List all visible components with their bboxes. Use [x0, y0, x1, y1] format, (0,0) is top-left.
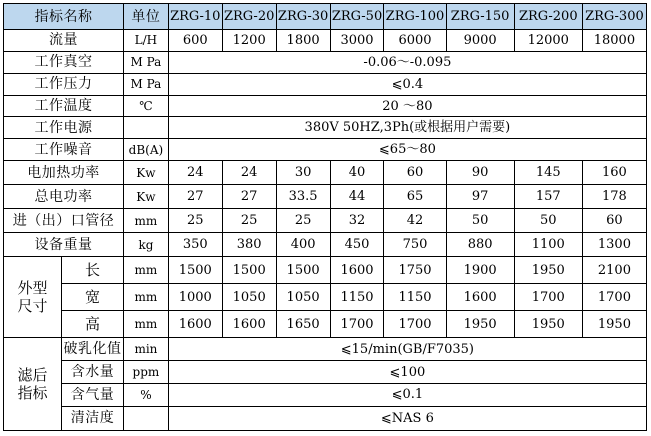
merged-value: ⩽NAS 6 — [168, 406, 646, 430]
cell-value: 1600 — [330, 257, 384, 284]
cell-value: 25 — [276, 209, 330, 233]
row-label: 设备重量 — [4, 233, 124, 257]
cell-value: 1900 — [446, 257, 514, 284]
cell-value: 1650 — [276, 311, 330, 338]
temperature-row — [4, 95, 647, 117]
cell-value: 1800 — [276, 30, 330, 52]
row-label: 工作压力 — [4, 73, 124, 95]
row-unit: Kw — [124, 161, 169, 185]
cell-value: 1300 — [582, 233, 646, 257]
filtered-label-line1: 滤后 — [17, 366, 48, 385]
cell-value: 2100 — [582, 257, 646, 284]
cell-value: 1950 — [514, 257, 582, 284]
row-unit: kg — [124, 233, 169, 257]
cell-value: 1150 — [330, 284, 384, 311]
cell-value: 1700 — [330, 311, 384, 338]
row-unit — [124, 406, 169, 430]
row-unit: mm — [124, 257, 169, 284]
flow-row — [4, 30, 647, 52]
cell-value: 25 — [168, 209, 222, 233]
cell-value: 1500 — [222, 257, 276, 284]
cell-value: 33.5 — [276, 185, 330, 209]
row-unit: mm — [124, 209, 169, 233]
row-label: 清洁度 — [61, 406, 123, 430]
noise-row — [4, 139, 647, 161]
port-diameter-row — [4, 209, 647, 233]
row-unit: mm — [124, 284, 169, 311]
cell-value: 1950 — [514, 311, 582, 338]
cell-value: 1500 — [276, 257, 330, 284]
cell-value: 50 — [446, 209, 514, 233]
header-row — [4, 4, 647, 30]
cell-value: 350 — [168, 233, 222, 257]
row-unit: ℃ — [124, 95, 169, 117]
cell-value: 24 — [168, 161, 222, 185]
row-label: 长 — [61, 257, 123, 284]
cell-value: 97 — [446, 185, 514, 209]
cell-value: 1600 — [222, 311, 276, 338]
cell-value: 450 — [330, 233, 384, 257]
dimensions-label-line2: 尺寸 — [17, 297, 48, 316]
cell-value: 1050 — [276, 284, 330, 311]
cell-value: 40 — [330, 161, 384, 185]
cell-value: 30 — [276, 161, 330, 185]
cell-value: 400 — [276, 233, 330, 257]
row-unit: % — [124, 384, 169, 407]
cell-value: 1500 — [168, 257, 222, 284]
cell-value: 9000 — [446, 30, 514, 52]
cell-value: 25 — [222, 209, 276, 233]
dimensions-label-line1: 外型 — [17, 279, 48, 298]
row-label: 高 — [61, 311, 123, 338]
header-model: ZRG-100 — [384, 4, 446, 30]
row-unit — [124, 117, 169, 139]
vacuum-row — [4, 51, 647, 73]
row-label: 工作真空 — [4, 51, 124, 73]
cell-value: 145 — [514, 161, 582, 185]
cleanliness-row — [4, 406, 647, 430]
merged-value: 380V 50HZ,3Ph(或根据用户需要) — [168, 117, 646, 139]
row-label: 宽 — [61, 284, 123, 311]
cell-value: 18000 — [582, 30, 646, 52]
cell-value: 1700 — [384, 311, 446, 338]
merged-value: ⩽65～80 — [168, 139, 646, 161]
cell-value: 24 — [222, 161, 276, 185]
row-label: 电加热功率 — [4, 161, 124, 185]
row-label: 总电功率 — [4, 185, 124, 209]
pressure-row — [4, 73, 647, 95]
cell-value: 42 — [384, 209, 446, 233]
merged-value: ⩽100 — [168, 361, 646, 384]
demulsification-row — [4, 338, 647, 361]
weight-row — [4, 233, 647, 257]
cell-value: 1050 — [222, 284, 276, 311]
header-model: ZRG-20 — [222, 4, 276, 30]
header-model: ZRG-200 — [514, 4, 582, 30]
merged-value: ⩽0.1 — [168, 384, 646, 407]
width-row — [4, 284, 647, 311]
cell-value: 1600 — [168, 311, 222, 338]
merged-value: 20 ～80 — [168, 95, 646, 117]
row-label: 工作电源 — [4, 117, 124, 139]
merged-value: ⩽0.4 — [168, 73, 646, 95]
cell-value: 160 — [582, 161, 646, 185]
spec-table — [3, 3, 647, 431]
cell-value: 1150 — [384, 284, 446, 311]
row-unit: ppm — [124, 361, 169, 384]
header-param: 指标名称 — [4, 4, 124, 30]
cell-value: 600 — [168, 30, 222, 52]
merged-value: ⩽15/min(GB/F7035) — [168, 338, 646, 361]
cell-value: 65 — [384, 185, 446, 209]
cell-value: 880 — [446, 233, 514, 257]
row-label: 工作温度 — [4, 95, 124, 117]
header-model: ZRG-10 — [168, 4, 222, 30]
cell-value: 3000 — [330, 30, 384, 52]
header-model: ZRG-30 — [276, 4, 330, 30]
header-model: ZRG-300 — [582, 4, 646, 30]
row-label: 工作噪音 — [4, 139, 124, 161]
cell-value: 178 — [582, 185, 646, 209]
cell-value: 60 — [384, 161, 446, 185]
filtered-group-label — [4, 338, 62, 431]
row-label: 破乳化值 — [61, 338, 123, 361]
cell-value: 6000 — [384, 30, 446, 52]
cell-value: 380 — [222, 233, 276, 257]
cell-value: 90 — [446, 161, 514, 185]
cell-value: 32 — [330, 209, 384, 233]
cell-value: 1950 — [446, 311, 514, 338]
row-unit: dB(A) — [124, 139, 169, 161]
row-unit: L/H — [124, 30, 169, 52]
header-unit: 单位 — [124, 4, 169, 30]
total-power-row — [4, 185, 647, 209]
height-row — [4, 311, 647, 338]
cell-value: 1700 — [514, 284, 582, 311]
cell-value: 27 — [222, 185, 276, 209]
row-unit: M Pa — [124, 73, 169, 95]
row-unit: Kw — [124, 185, 169, 209]
row-unit: M Pa — [124, 51, 169, 73]
row-unit: mm — [124, 311, 169, 338]
cell-value: 157 — [514, 185, 582, 209]
row-label: 含气量 — [61, 384, 123, 407]
cell-value: 12000 — [514, 30, 582, 52]
cell-value: 1600 — [446, 284, 514, 311]
heating-power-row — [4, 161, 647, 185]
cell-value: 44 — [330, 185, 384, 209]
merged-value: -0.06～-0.095 — [168, 51, 646, 73]
cell-value: 1100 — [514, 233, 582, 257]
water-content-row — [4, 361, 647, 384]
header-model: ZRG-150 — [446, 4, 514, 30]
cell-value: 1200 — [222, 30, 276, 52]
filtered-label-line2: 指标 — [17, 384, 48, 403]
dimensions-group-label — [4, 257, 62, 338]
cell-value: 1700 — [582, 284, 646, 311]
cell-value: 1750 — [384, 257, 446, 284]
row-label: 流量 — [4, 30, 124, 52]
row-label: 进（出）口管径 — [4, 209, 124, 233]
power-supply-row — [4, 117, 647, 139]
gas-content-row — [4, 384, 647, 407]
row-unit: min — [124, 338, 169, 361]
cell-value: 60 — [582, 209, 646, 233]
row-label: 含水量 — [61, 361, 123, 384]
length-row — [4, 257, 647, 284]
header-model: ZRG-50 — [330, 4, 384, 30]
cell-value: 1000 — [168, 284, 222, 311]
cell-value: 750 — [384, 233, 446, 257]
cell-value: 27 — [168, 185, 222, 209]
cell-value: 50 — [514, 209, 582, 233]
cell-value: 1950 — [582, 311, 646, 338]
